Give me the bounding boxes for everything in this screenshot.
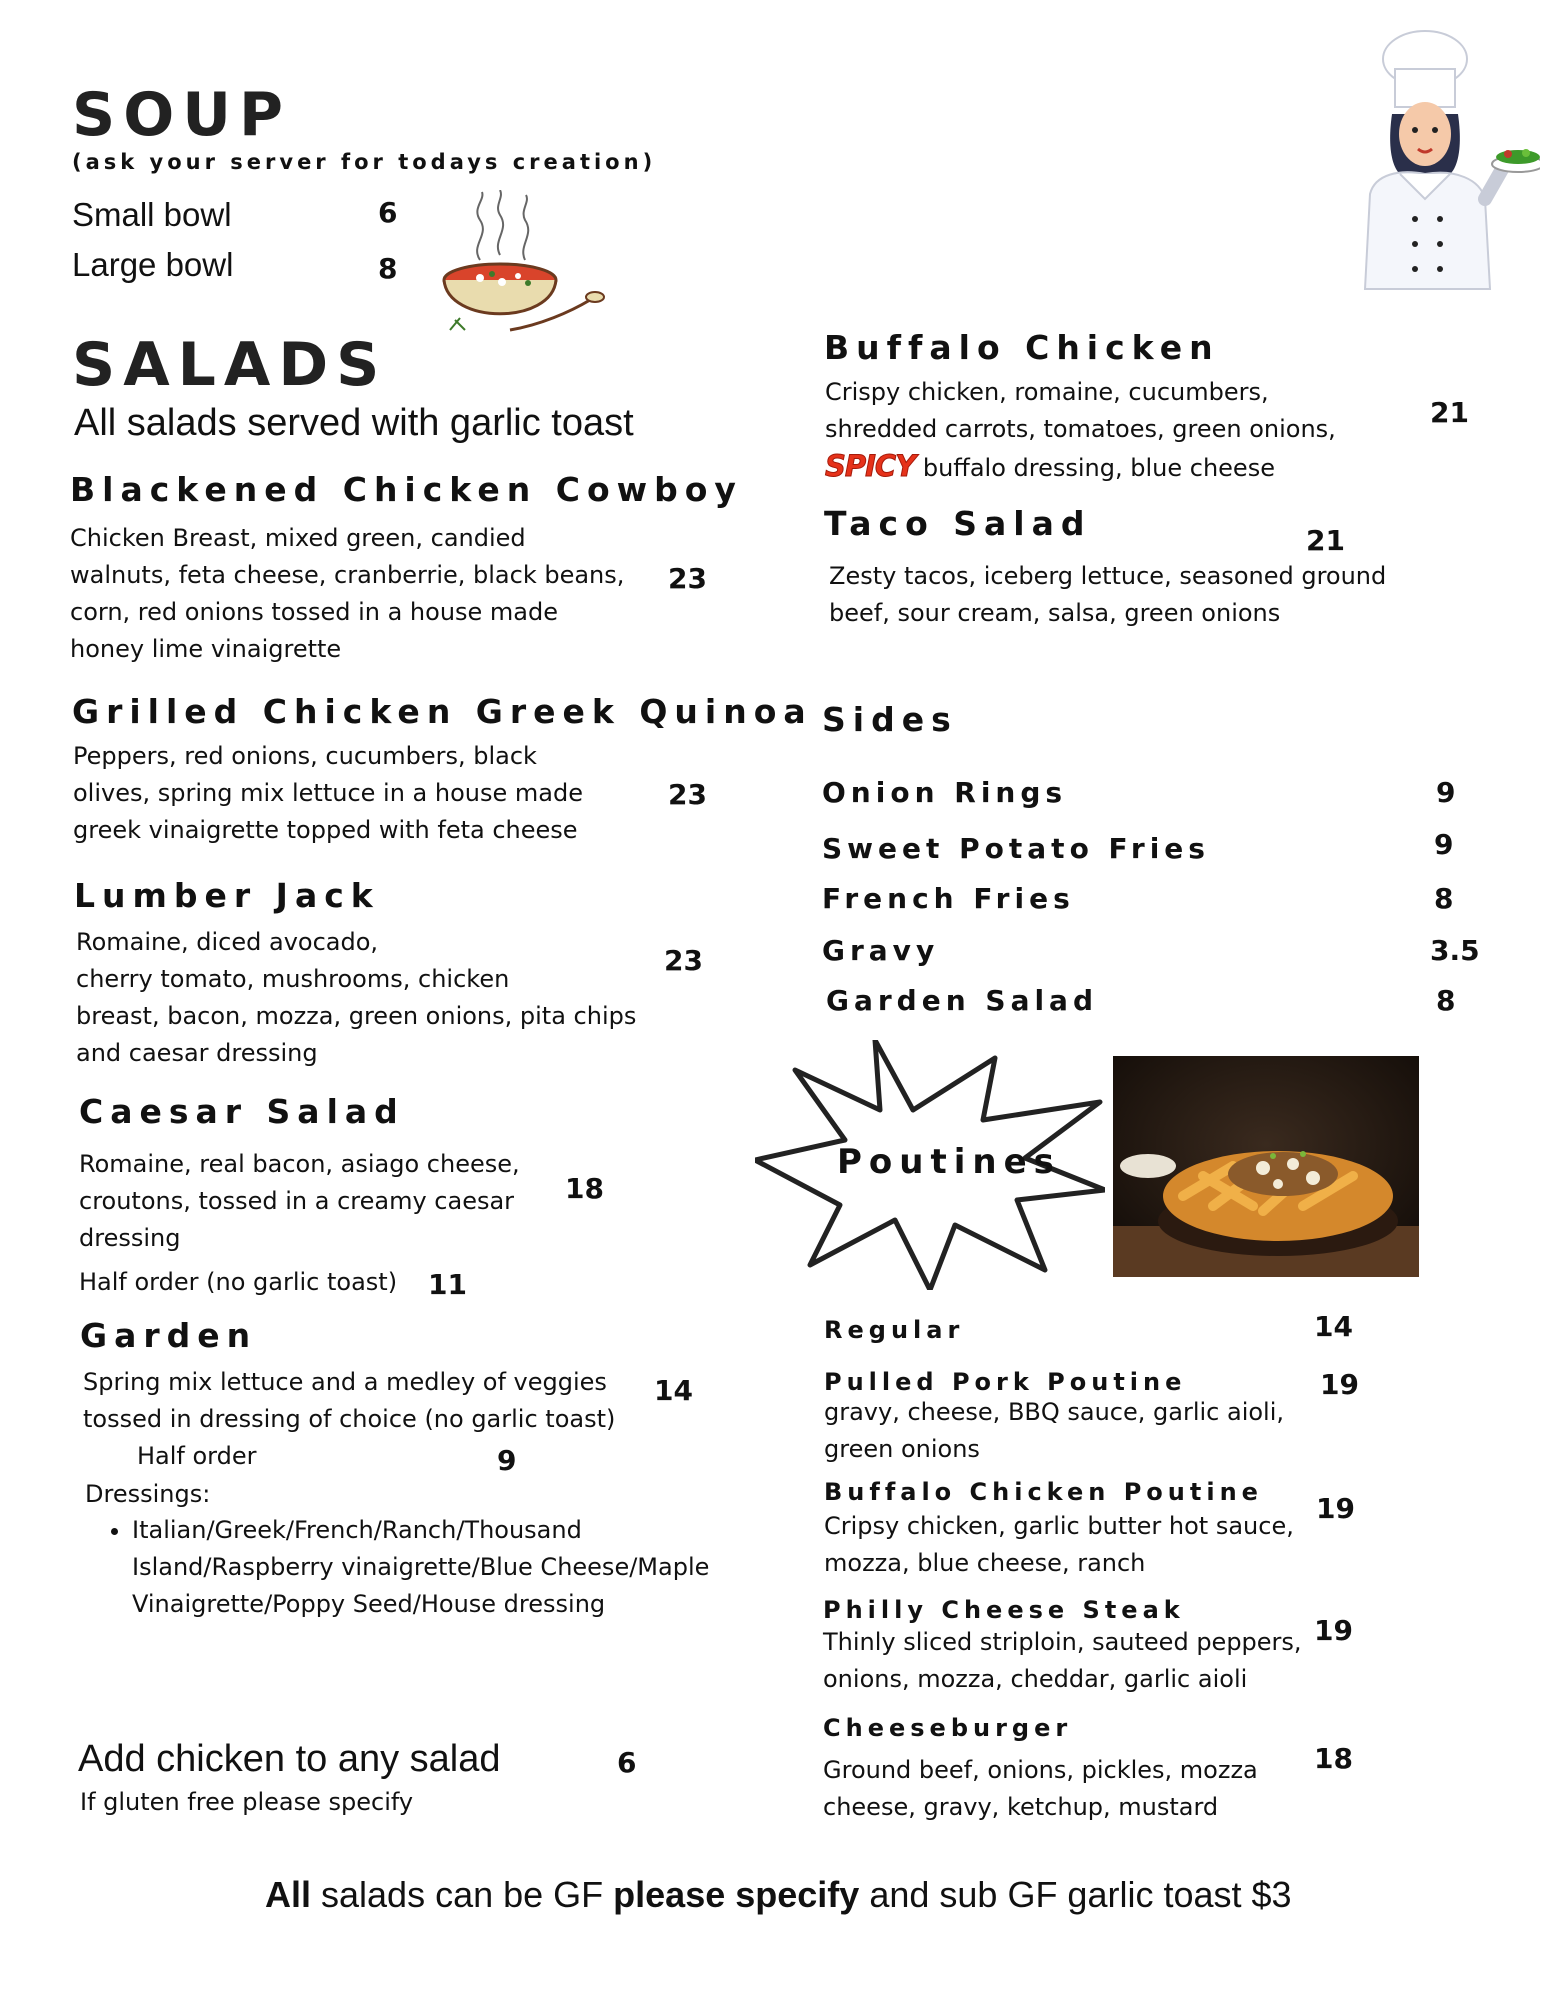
poutine-buffalo-desc: Cripsy chicken, garlic butter hot sauce, mozza, blue cheese, ranch xyxy=(824,1512,1294,1577)
salad-caesar-half-label: Half order (no garlic toast) xyxy=(79,1268,398,1296)
side-onion-rings-price: 9 xyxy=(1436,776,1456,809)
salad-lumberjack-line-2: cherry tomato, mushrooms, chicken xyxy=(76,965,510,993)
salad-lumberjack-name: Lumber Jack xyxy=(74,876,380,915)
poutine-philly-name: Philly Cheese Steak xyxy=(823,1596,1185,1624)
salad-greek-name: Grilled Chicken Greek Quinoa xyxy=(72,692,813,731)
footer-text-2: and sub GF garlic toast $3 xyxy=(859,1874,1292,1915)
salad-greek-price: 23 xyxy=(668,778,707,811)
poutine-buffalo-name: Buffalo Chicken Poutine xyxy=(824,1478,1263,1506)
soup-bowl-illustration xyxy=(440,190,610,350)
poutine-philly-desc: Thinly sliced striploin, sauteed peppers, onions, mozza, cheddar, garlic aioli xyxy=(823,1628,1302,1693)
salad-caesar-name: Caesar Salad xyxy=(79,1092,405,1131)
footer-bold-2: please specify xyxy=(613,1874,860,1915)
salad-taco-desc: Zesty tacos, iceberg lettuce, seasoned ground beef, sour cream, salsa, green onions xyxy=(829,562,1387,627)
poutine-cheeseburger-name: Cheeseburger xyxy=(823,1714,1073,1742)
poutine-philly-price: 19 xyxy=(1314,1614,1353,1647)
salad-caesar-price: 18 xyxy=(565,1172,604,1205)
dressings-label: Dressings: xyxy=(85,1480,211,1508)
salad-lumberjack-price: 23 xyxy=(664,944,703,977)
spicy-badge: SPICY xyxy=(825,449,916,483)
salad-garden-half-label: Half order xyxy=(137,1442,257,1470)
side-onion-rings-name: Onion Rings xyxy=(822,776,1068,809)
dressings-list xyxy=(80,1512,720,1623)
salad-blackened-price: 23 xyxy=(668,562,707,595)
dressings-item: • Italian/Greek/French/Ranch/Thousand Island/Raspberry vinaigrette/Blue Cheese/Maple Vinaigrette/Poppy Seed/House dressing xyxy=(132,1512,720,1623)
salads-title: SALADS xyxy=(72,330,388,400)
footer-note xyxy=(265,1874,1292,1916)
salad-buffalo-price: 21 xyxy=(1430,396,1469,429)
salad-lumberjack-line-1: Romaine, diced avocado, xyxy=(76,928,379,956)
poutine-regular-price: 14 xyxy=(1314,1310,1353,1343)
sides-title: Sides xyxy=(822,700,958,739)
chef-illustration xyxy=(1340,24,1540,294)
soup-small-price: 6 xyxy=(378,196,398,229)
side-sweet-potato-name: Sweet Potato Fries xyxy=(822,832,1210,865)
salad-caesar-half-price: 11 xyxy=(428,1268,467,1301)
salad-buffalo-desc-after: buffalo dressing, blue cheese xyxy=(922,454,1275,482)
side-gravy-name: Gravy xyxy=(822,934,940,967)
salads-subtitle: All salads served with garlic toast xyxy=(74,402,634,444)
salad-blackened-name: Blackened Chicken Cowboy xyxy=(70,470,743,509)
soup-small-label: Small bowl xyxy=(72,196,232,233)
add-chicken-label: Add chicken to any salad xyxy=(78,1738,501,1780)
poutine-pulled-pork-name: Pulled Pork Poutine xyxy=(824,1368,1187,1396)
salad-caesar-desc: Romaine, real bacon, asiago cheese, croutons, tossed in a creamy caesar dressing xyxy=(79,1150,520,1252)
add-chicken-price: 6 xyxy=(617,1746,637,1779)
salad-taco-price: 21 xyxy=(1306,524,1345,557)
salad-blackened-desc: Chicken Breast, mixed green, candied walnuts, feta cheese, cranberrie, black beans, corn, red onions tossed in a house made honey lime vinaigrette xyxy=(70,524,625,663)
poutine-pulled-pork-desc: gravy, cheese, BBQ sauce, garlic aioli, green onions xyxy=(824,1398,1285,1463)
salad-garden-desc: Spring mix lettuce and a medley of veggies tossed in dressing of choice (no garlic toast) xyxy=(83,1368,616,1433)
side-garden-salad-name: Garden Salad xyxy=(826,984,1098,1017)
footer-text-1: salads can be GF xyxy=(311,1874,614,1915)
salad-greek-desc: Peppers, red onions, cucumbers, black olives, spring mix lettuce in a house made greek vinaigrette topped with feta cheese xyxy=(73,742,583,844)
poutine-cheeseburger-desc: Ground beef, onions, pickles, mozza cheese, gravy, ketchup, mustard xyxy=(823,1756,1258,1821)
gluten-free-note: If gluten free please specify xyxy=(80,1788,414,1816)
salad-buffalo-desc xyxy=(825,374,1385,487)
salad-lumberjack-line-3: breast, bacon, mozza, green onions, pita chips xyxy=(76,1002,637,1030)
side-garden-salad-price: 8 xyxy=(1436,984,1456,1017)
soup-large-price: 8 xyxy=(378,252,398,285)
salad-buffalo-desc-before: Crispy chicken, romaine, cucumbers, shredded carrots, tomatoes, green onions, xyxy=(825,378,1336,443)
salad-buffalo-name: Buffalo Chicken xyxy=(824,328,1220,367)
side-french-fries-name: French Fries xyxy=(822,882,1075,915)
side-gravy-price: 3.5 xyxy=(1430,934,1480,967)
soup-large-label: Large bowl xyxy=(72,246,234,283)
salad-lumberjack-line-4: and caesar dressing xyxy=(76,1039,318,1067)
soup-subtitle: (ask your server for todays creation) xyxy=(72,150,657,174)
salad-garden-name: Garden xyxy=(80,1316,258,1355)
poutine-pulled-pork-price: 19 xyxy=(1320,1368,1359,1401)
poutine-regular-name: Regular xyxy=(824,1316,965,1344)
poutine-cheeseburger-price: 18 xyxy=(1314,1742,1353,1775)
side-french-fries-price: 8 xyxy=(1434,882,1454,915)
poutine-photo xyxy=(1113,1056,1419,1277)
salad-garden-half-price: 9 xyxy=(497,1444,517,1477)
salad-taco-name: Taco Salad xyxy=(824,504,1092,543)
soup-title: SOUP xyxy=(72,80,291,150)
salad-garden-price: 14 xyxy=(654,1374,693,1407)
footer-bold-1: All xyxy=(265,1874,312,1915)
side-sweet-potato-price: 9 xyxy=(1434,828,1454,861)
poutine-buffalo-price: 19 xyxy=(1316,1492,1355,1525)
poutines-title: Poutines xyxy=(837,1142,1061,1182)
